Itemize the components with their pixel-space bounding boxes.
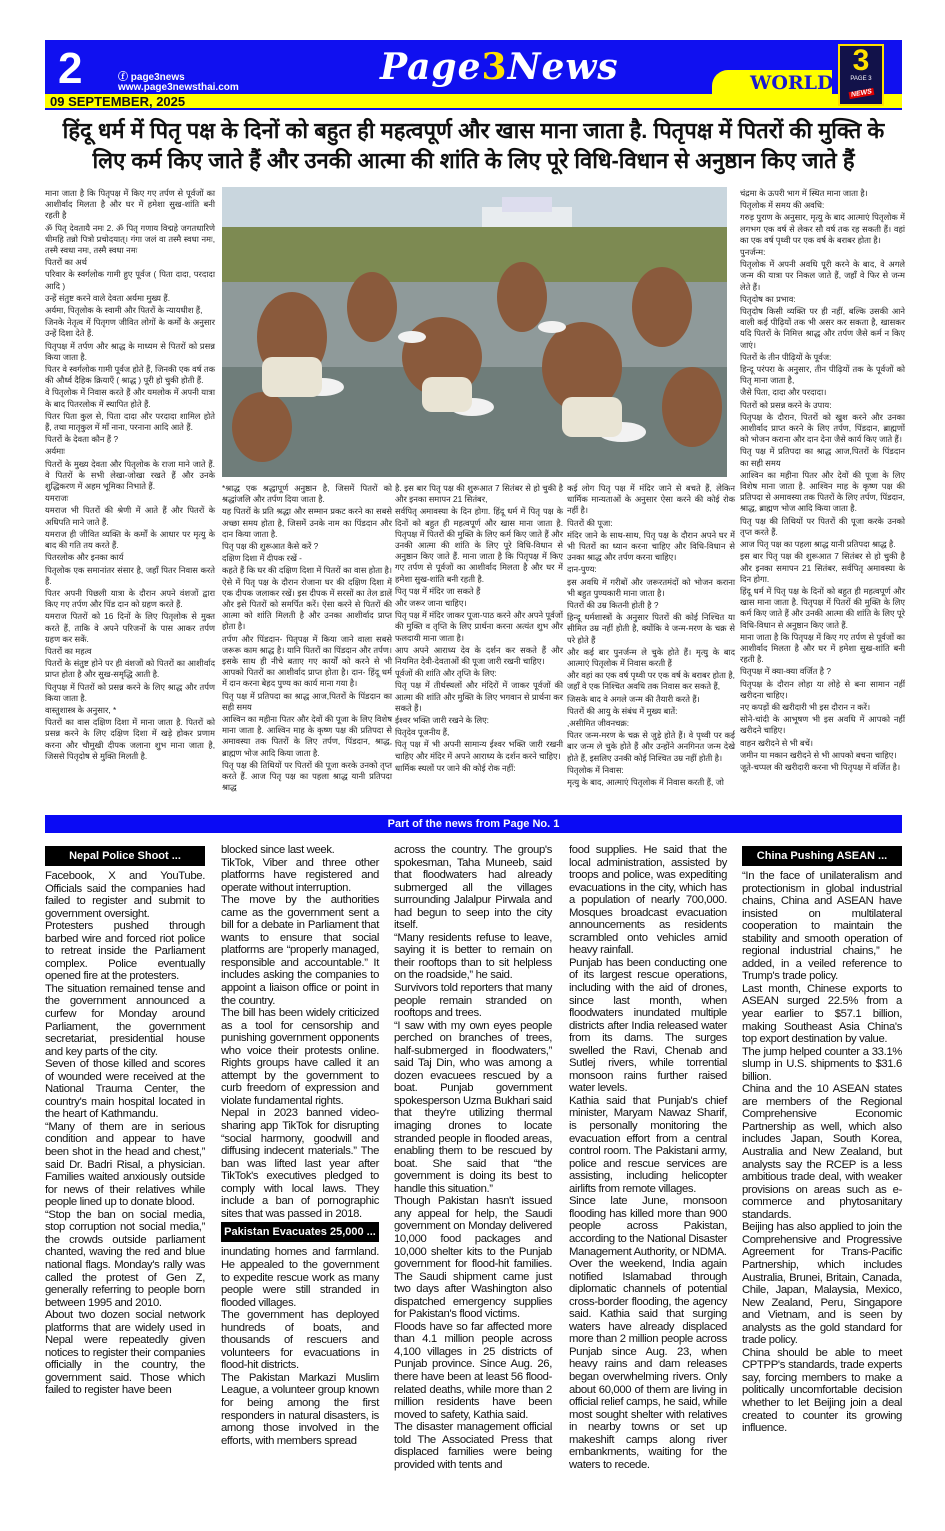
paragraph: इस बार पितृ पक्ष की शुरूआत 7 सितंबर से हो चुकी है और इनका समापन 21 सितंबर, सर्वपितृ अमावस्या के दिन होगा. — [740, 551, 905, 584]
paragraph: अर्यमा, पितृलोक के स्वामी और पितरों के न्यायधीश हैं, — [45, 305, 203, 316]
paragraph: पितरों के देवता कौन हैं ? — [45, 434, 119, 445]
paragraph: Floods have so far affected more than 4.1 million people across 4,100 villages in 25 districts of Punjab province. Since Aug. 26, there have been at least 56 flood-related deaths, while more than 2 million residents have been moved to safety, Kathia said. — [394, 1320, 552, 1421]
paragraph: पितरों की उम्र कितनी होती है ? — [567, 600, 659, 611]
paragraph: “Many residents refuse to leave, saying it is better to remain on their rooftops than to sit helpless on the roadside,” he said. — [394, 931, 552, 982]
newspaper-logo — [380, 46, 619, 88]
paragraph: और वहां का एक वर्ष पृथ्वी पर एक वर्ष के बराबर होता है, जहाँ वे एक निश्चित अवधि तक निवास कर सकते हैं, — [567, 670, 735, 692]
paragraph: पितृ पक्ष में भी अपनी सामान्य ईश्वर भक्ति जारी रखनी चाहिए और मंदिर में अपने आराध्य के दर्शन करने चाहिए। — [395, 739, 563, 761]
paragraph: *श्राद्ध एक श्रद्धापूर्ण अनुष्ठान है, जिसमें पितरों को श्रद्धांजलि और तर्पण दिया जाता है. — [222, 483, 392, 505]
paragraph: पितृलोक में अपनी अवधि पूरी करने के बाद, वे अगले जन्म की यात्रा पर निकल जाते हैं, जहाँ वे फिर से जन्म लेते हैं। — [740, 259, 905, 292]
paragraph: The bill has been widely criticized as a tool for censorship and punishing government opponents who voice their protests online. Rights groups have called it an attempt by the government to curb freedom of expression and violate fundamental rights. — [221, 1007, 379, 1107]
page3-badge-logo — [838, 44, 884, 106]
paragraph: पितर वे स्वर्गलोक गामी पूर्वज होते हैं, जिनकी एक वर्ष तक की और्ध्व दैहिक क्रियाएँ ( श्राद्ध ) पूरी हो चुकी होती हैं. — [45, 364, 215, 386]
paragraph: Survivors told reporters that many people remain stranded on rooftops and trees. — [394, 982, 552, 1020]
paragraph: पूर्वजों की शांति और तृप्ति के लिए: — [395, 668, 497, 679]
paragraph: जमीन या मकान खरीदने से भी आपको बचना चाहिए। — [740, 749, 897, 760]
website-link[interactable]: www.page3newsthai.com — [118, 82, 239, 93]
facebook-handle — [118, 68, 185, 83]
paragraph: वाहन खरीदने से भी बचें। — [740, 737, 814, 748]
page-number: 2 — [58, 44, 83, 93]
paragraph: जिसके बाद वे अगले जन्म की तैयारी करते हैं। — [567, 693, 700, 704]
paragraph: हिंदू धर्म में पितृ पक्ष के दिनों को बहुत ही महत्वपूर्ण और खास माना जाता है. पितृपक्ष में पितरों की मुक्ति के लिए कर्म किए जाते हैं और उनकी आत्मा की शांति के लिए पूरे विधि-विधान से अनुष्ठान किए जाते हैं. — [740, 585, 905, 630]
paragraph: पितृपक्ष में तर्पण और श्राद्ध के माध्यम से पितरों को प्रसन्न किया जाता है. — [45, 340, 215, 362]
paragraph: वास्तुशास्त्र के अनुसार, * — [45, 704, 117, 715]
paragraph: blocked since last week. — [221, 844, 335, 856]
paragraph: और कई बार पुनर्जन्म ले चुके होते हैं। मृत्यु के बाद आत्माएं पितृलोक में निवास करती हैं — [567, 646, 735, 669]
paragraph: पितृदेव पूजनीय हैं, — [395, 727, 450, 738]
paragraph: माना जाता है कि पितृपक्ष में किए गए तर्पण से पूर्वजों का आशीर्वाद मिलता है और घर में हमेशा सुख-शांति बनी रहती है. — [740, 631, 905, 665]
paragraph: पितरों को प्रसन्न करने के उपाय: — [740, 399, 832, 410]
section-label: WORLD — [750, 72, 834, 94]
hindi-column-1 — [45, 188, 215, 763]
paragraph: Punjab has been conducting one of its largest rescue operations, including with the aid of drones, since last month, when floodwaters inundated multiple districts after India released water from its dams. The surges swelled the Ravi, Chenab and Sutlej rivers, while torrential monsoon rains further raised water levels. — [569, 956, 727, 1095]
paragraph: China and the 10 ASEAN states are members of the Regional Comprehensive Economic Partnership as well, which also includes Japan, South Korea, Australia and New Zealand, but analysts say the RCEP is a less ambitious trade deal, with weaker provisions on areas such as e-commerce and phytosanitary standards. — [742, 1083, 902, 1221]
paragraph: पितरों की पूजा: — [567, 517, 613, 528]
nepal-story-text — [45, 870, 205, 1397]
english-column-4 — [569, 844, 727, 1471]
paragraph: पितृ पक्ष में तीर्थस्थलों और मंदिरों में जाकर पूर्वजों की आत्मा की शांति और मुक्ति के लिए भगवान से प्रार्थना कर सकते हैं। — [395, 680, 563, 713]
hindi-column-5 — [740, 188, 905, 774]
paragraph: पितृ पक्ष में प्रतिपदा का श्राद्ध आज,पितरों के पिंडदान का सही समय — [740, 446, 905, 468]
facebook-text: page3news — [130, 72, 185, 83]
paragraph: पितर पिता कुल से, पिता दादा और परदादा शामिल होते हैं, तथा मातृकुल में माँ नाना, परनाना आदि आते हैं. — [45, 410, 215, 433]
paragraph: पितृ पक्ष की शुरूआत कैसे करें ? — [222, 541, 319, 552]
paragraph: आश्विन का महीना पितर और देवों की पूजा के लिए विशेष माना जाता है. आश्विन माह के कृष्ण पक्ष की प्रतिपदा से अमावस्या तक पितरों के लिए तर्पण, पिंडदान, श्राद्ध, ब्राह्मण भोज आदि किया जाता है. — [222, 714, 392, 758]
paragraph: हिन्दू परंपरा के अनुसार, तीन पीढ़ियों तक के पूर्वजों को पितृ माना जाता है, — [740, 364, 905, 386]
issue-date: 09 SEPTEMBER, 2025 — [50, 94, 186, 109]
paragraph: सोने-चांदी के आभूषण भी इस अवधि में आपको नहीं खरीदने चाहिए। — [740, 714, 905, 736]
paragraph: पितृ पक्ष की तिथियों पर पितरों की पूजा करके उनको तृप्त करते हैं. — [740, 515, 905, 537]
paragraph: The situation remained tense and the government announced a curfew for Monday around Parliament, the government secretariat, presidential house and key parts of the city. — [45, 982, 205, 1058]
english-column-2 — [221, 844, 379, 1447]
paragraph: दक्षिण दिशा में दीपक रखें - — [222, 553, 302, 564]
paragraph: गरुड़ पुराण के अनुसार, मृत्यु के बाद आत्माएं पितृलोक में लगभग एक वर्ष से लेकर सौ वर्ष तक रह सकती हैं। वहां का एक वर्ष पृथ्वी पर एक वर्ष के बराबर होता है। — [740, 212, 905, 245]
paragraph: inundating homes and farmland. He appealed to the government to expedite rescue work as many people were still stranded in flooded villages. — [221, 1246, 379, 1309]
logo-number: 3 — [481, 46, 508, 88]
paragraph: ईश्वर भक्ति जारी रखने के लिए: — [395, 715, 489, 726]
paragraph: The disaster management official told The Associated Press that displaced families were being provided with tents and — [394, 1421, 552, 1471]
paragraph: आश्विन का महीना पितर और देवों की पूजा के लिए विशेष माना जाता है. आश्विन माह के कृष्ण पक्ष की प्रतिपदा से अमावस्या तक पितरों के लिए तर्पण, पिंडदान, श्राद्ध, ब्राह्मण भोज आदि किया जाता है. — [740, 469, 905, 514]
paragraph: है. इस बार पितृ पक्ष की शुरूआत 7 सितंबर से हो चुकी है और इनका समापन 21 सितंबर, — [395, 483, 563, 505]
paragraph: पितरों का महत्व — [45, 645, 92, 656]
paragraph: पितृ पक्ष की तिथियों पर पितरों की पूजा करके उनको तृप्त करते हैं. आज पितृ पक्ष का पहला श्राद्ध यानी प्रतिपदा श्राद्ध — [222, 759, 392, 793]
paragraph: यह पितरों के प्रति श्रद्धा और सम्मान प्रकट करने का सबसे अच्छा समय होता है, जिसमें उनके नाम का पिंडदान और दान किया जाता है. — [222, 506, 392, 539]
logo-part: Page — [380, 46, 482, 88]
paragraph: यमराजः — [45, 493, 69, 504]
paragraph: और जरूर जाना चाहिए। — [395, 598, 467, 609]
paragraph: The jump helped counter a 33.1% slump in U.S. shipments to $31.6 billion. — [742, 1045, 902, 1083]
paragraph: उन्हें संतुष्ट करने वाले देवता अर्यमा मुख्य हैं. — [45, 292, 171, 303]
paragraph: पितर अपनी पिछली यात्रा के दौरान अपने वंशजों द्वारा किए गए तर्पण और पिंड दान को ग्रहण करते हैं. — [45, 587, 215, 610]
paragraph: हिन्दू धर्मशास्त्रों के अनुसार पितरों की कोई निश्चित या सीमित उम्र नहीं होती है, क्योंकि वे जन्म-मरण के चक्र से परे होते हैं — [567, 612, 735, 645]
paragraph: यमराज ही जीवित व्यक्ति के कर्मों के आधार पर मृत्यु के बाद की गति तय करते हैं. — [45, 528, 215, 551]
paragraph: TikTok, Viber and three other platforms have registered and operate without interruption. — [221, 856, 379, 894]
paragraph: नए कपड़ों की खरीदारी भी इस दौरान न करें। — [740, 701, 871, 712]
logo-part: News — [507, 46, 619, 88]
pakistan-story-heading[interactable]: Pakistan Evacuates 25,000 ... — [221, 1222, 379, 1242]
paragraph: “I saw with my own eyes people perched on branches of trees, half-submerged in floodwaters,” said Taj Din, who was among a dozen evacuees rescued by a boat. Punjab government spokesperson Uzma Bukhari said that they're utilizing thermal imaging drones to locate stranded people in flooded areas, enabling them to be rescued by boat. She said that “the government is doing its best to handle this situation.” — [394, 1019, 552, 1195]
paragraph: पितरों के संतुष्ट होने पर ही वंशजों को पितरों का आशीर्वाद प्राप्त होता है और सुख-समृद्धि आती है. — [45, 658, 215, 680]
china-story-heading[interactable]: China Pushing ASEAN ... — [742, 846, 902, 866]
paragraph: Over the weekend, India again notified Islamabad through diplomatic channels of potential cross-border flooding, the agency said. Kathia said that surging waters have already displaced more than 2 million people across Punjab since Aug. 23, when heavy rains and dam releases began overwhelming rivers. Only about 60,000 of them are living in official relief camps, he said, while most sought shelter with relatives in nearby towns or set up makeshift camps along river embankments, waiting for the waters to recede. — [569, 1258, 727, 1471]
badge-news: NEWS — [850, 88, 872, 99]
paragraph: Kathia said that Punjab's chief minister, Maryam Nawaz Sharif, is personally monitoring the evacuation effort from a central control room. The Pakistani army, police and rescue services are assisting, including helicopter airlifts from remote villages. — [569, 1094, 727, 1195]
paragraph: पुनर्जन्म: — [740, 247, 766, 258]
paragraph: पितरों के तीन पीढ़ियों के पूर्वज: — [740, 351, 832, 362]
paragraph: सर्वपितृ अमावस्या के दिन होगा. हिंदू धर्म में पितृ पक्ष के दिनों को बहुत ही महत्वपूर्ण और खास माना जाता है. पितृपक्ष में पितरों की मुक्ति के लिए कर्म किए जाते हैं और उनकी आत्मा की शांति के लिए पूरे विधि-विधान से अनुष्ठान किए जाते हैं. माना जाता है कि पितृपक्ष में किए गए तर्पण से पूर्वजों का आशीर्वाद मिलता है और घर में हमेशा सुख-शांति बनी रहती है. — [395, 506, 563, 584]
paragraph: पितृपक्ष के दौरान, पितरों को खुश करने और उनका आशीर्वाद प्राप्त करने के लिए तर्पण, पिंडदान, ब्राह्मणों को भोजन कराना और दान देना जैसे कार्य किए जाते हैं। — [740, 411, 905, 445]
paragraph: ॐ पितृ देवतायै नमः 2. ॐ पितृ गणाय विद्महे जगतधारिणे धीमहि तन्नो पित्रो प्रचोदयात्। गंगा जलं वा तस्मै स्वधा नमः, तस्मै स्वधा नमः, तस्मै स्वधा नमः — [45, 222, 215, 256]
paragraph: पितरलोक और इनका कार्य — [45, 552, 124, 563]
paragraph: पितरों की आयु के संबंध में मुख्य बातें: — [567, 705, 678, 716]
paragraph: कहते हैं कि घर की दक्षिण दिशा में पितरों का वास होता है। ऐसे में पितृ पक्ष के दौरान रोजाना घर की दक्षिण दिशा में एक दीपक जलाकर रखें। इस दीपक में सरसों का तेल डालें और इसे पितरों को समर्पित करें। ऐसा करने से पितरों की आत्मा को शांति मिलती है और उनका आशीर्वाद प्राप्त होता है। — [222, 565, 392, 632]
paragraph: Protesters pushed through barbed wire and forced riot police to retreat inside the Parliament complex. Police eventually opened fire at the protesters. — [45, 920, 205, 983]
paragraph: आज पितृ पक्ष का पहला श्राद्ध यानी प्रतिपदा श्राद्ध है. — [740, 539, 896, 550]
paragraph: वे पितृलोक में निवास करते हैं और यमलोक में अपनी यात्रा के बाद पितरलोक में स्थापित होते हैं. — [45, 387, 215, 409]
paragraph: The government has deployed hundreds of boats, and thousands of rescuers and volunteers for evacuations in flood-hit districts. — [221, 1309, 379, 1372]
paragraph: food supplies. He said that the local administration, assisted by troops and police, was expediting evacuations in the city, which has a population of nearly 700,000. Mosques broadcast evacuation announcements as residents scrambled onto vehicles amid heavy rainfall. — [569, 844, 727, 957]
paragraph: कई लोग पितृ पक्ष में मंदिर जाने से बचते हैं, लेकिन धार्मिक मान्यताओं के अनुसार ऐसा करने की कोई रोक नहीं है। — [567, 483, 735, 516]
paragraph: पितृलोक एक समानांतर संसार है, जहाँ पितर निवास करते हैं. — [45, 564, 215, 586]
paragraph: पितृपक्ष में क्या-क्या वर्जित है ? — [740, 666, 831, 677]
paragraph: पितृलोक में निवास: — [567, 764, 624, 775]
badge-number: 3 — [852, 44, 870, 77]
paragraph: चंद्रमा के ऊपरी भाग में स्थित माना जाता है। — [740, 188, 868, 198]
paragraph: About two dozen social network platforms that are widely used in Nepal were repeatedly given notices to register their companies officially in the country, the government said. Those which failed to register have been — [45, 1309, 205, 1397]
paragraph: Nepal in 2023 banned video-sharing app TikTok for disrupting “social harmony, goodwill and diffusing indecent materials.” The ban was lifted last year after TikTok's executives pledged to comply with local laws. They include a ban of pornographic sites that was passed in 2018. — [221, 1107, 379, 1220]
hindi-column-4 — [567, 483, 735, 789]
paragraph: धार्मिक स्थलों पर जाने की कोई रोक नहीं: — [395, 762, 516, 773]
paragraph: The move by the authorities came as the government sent a bill for a debate in Parliament that wants to ensure that social platforms are “properly managed, responsible and accountable.” It includes asking the companies to appoint a liaison office or point in the country. — [221, 894, 379, 1007]
paragraph: पितरों का अर्थ — [45, 257, 87, 268]
paragraph: मंदिर जाने के साथ-साथ, पितृ पक्ष के दौरान अपने घर में भी पितरों का ध्यान करना चाहिए और विधि-विधान से उनका श्राद्ध और तर्पण करना चाहिए। — [567, 529, 735, 563]
paragraph: ,असीमित जीवनचक्र: — [567, 718, 630, 729]
paragraph: Since late June, monsoon flooding has killed more than 900 people across Pakistan, according to the National Disaster Management Authority, or NDMA. — [569, 1195, 727, 1258]
china-story-text — [742, 870, 902, 1435]
paragraph: Seven of those killed and scores of wounded were received at the National Trauma Center, the country's main hospital located in the heart of Kathmandu. — [45, 1058, 205, 1121]
hindi-column-3 — [395, 483, 563, 775]
paragraph: पितृदोष किसी व्यक्ति पर ही नहीं, बल्कि उसकी आने वाली कई पीढ़ियों तक भी असर कर सकता है, खासकर यदि पितरों के निमित्त श्राद्ध और तर्पण जैसे कर्म न किए जाएं। — [740, 306, 905, 350]
paragraph: पितर जन्म-मरण के चक्र से जुड़े होते हैं। वे पृथ्वी पर कई बार जन्म ले चुके होते हैं और उन्होंने अनगिनत जन्म देखे होते हैं, इसलिए उनकी कोई निश्चित उम्र नहीं होती है। — [567, 730, 735, 763]
main-headline: हिंदू धर्म में पितृ पक्ष के दिनों को बहुत ही महत्वपूर्ण और खास माना जाता है. पितृपक्ष में पितरों की मुक्ति के लिए कर्म किए जाते हैं और उनकी आत्मा की शांति के लिए पूरे विधि-विधान से अनुष्ठान किए जाते हैं — [62, 118, 885, 173]
paragraph: Beijing has also applied to join the Comprehensive and Progressive Agreement for Trans-Pacific Partnership, which includes Australia, Brunei, Britain, Canada, Chile, Japan, Malaysia, Mexico, New Zealand, Peru, Singapore and Vietnam, and is seen by analysts as the gold standard for trade policy. — [742, 1221, 902, 1347]
paragraph: पितृपक्ष के दौरान लोहा या लोहे से बना सामान नहीं खरीदना चाहिए। — [740, 678, 905, 700]
paragraph: पितृलोक में समय की अवधि: — [740, 200, 825, 211]
paragraph: जूते-चप्पल की खरीदारी करना भी पितृपक्ष में वर्जित है। — [740, 761, 901, 772]
pakistan-story-text — [221, 1246, 379, 1447]
paragraph: पितरों का वास दक्षिण दिशा में माना जाता है. पितरों को प्रसन्न करने के लिए दक्षिण दिशा में खड़े होकर प्रणाम करना और चौमुखी दीपक जलाना शुभ माना जाता है, जिससे पितृदोष से मुक्ति मिलती है. — [45, 717, 215, 761]
badge-text: PAGE 3 — [850, 76, 872, 82]
paragraph: मृत्यु के बाद, आत्माएं पितृलोक में निवास करती हैं, जो — [567, 777, 724, 788]
english-column-5 — [742, 844, 902, 1435]
paragraph: जैसे पिता, दादा और परदादा। — [740, 387, 827, 398]
paragraph: आप अपने आराध्य देव के दर्शन कर सकते हैं और नियमित देवी-देवताओं की पूजा जारी रखनी चाहिए। — [395, 644, 563, 667]
english-column-3 — [394, 844, 552, 1471]
nepal-story-heading[interactable]: Nepal Police Shoot ... — [45, 846, 205, 866]
paragraph: China should be able to meet CPTPP's standards, trade experts say, forcing members to make a politically uncomfortable decision whether to let Beijing join a deal created to counter its growing influence. — [742, 1346, 902, 1435]
paragraph: यमराज पितरों को 16 दिनों के लिए पितृलोक से मुक्त करते हैं, ताकि वे अपने परिजनों के पास आकर तर्पण ग्रहण कर सकें. — [45, 611, 215, 644]
paragraph: Though Pakistan hasn't issued any appeal for help, the Saudi government on Monday delivered 10,000 food packages and 10,000 shelter kits to the Punjab government for flood-hit families. The Saudi shipment came just two days after Washington also dispatched emergency supplies for Pakistan's flood victims. — [394, 1195, 552, 1321]
paragraph: परिवार के स्वर्गलोक गामी हुए पूर्वज ( पिता दादा, परदादा आदि ) — [45, 269, 215, 291]
paragraph: इस अवधि में गरीबों और जरूरतमंदों को भोजन कराना भी बहुत पुण्यकारी माना जाता है। — [567, 576, 735, 598]
nepal-story-continued — [221, 844, 379, 1220]
paragraph: Last month, Chinese exports to ASEAN surged 22.5% from a year earlier to $57.1 billion, making Southeast Asia China's top export destination by value. — [742, 982, 902, 1046]
section-bar: Part of the news from Page No. 1 — [45, 815, 902, 833]
paragraph: Facebook, X and YouTube. Officials said the companies had failed to register and submit to government oversight. — [45, 870, 205, 920]
facebook-icon: ⓕ — [118, 72, 131, 83]
paragraph: अर्यमाः — [45, 446, 65, 457]
paragraph: across the country. The group's spokesman, Taha Muneeb, said that floodwaters had already submerged all the villages surrounding Jalalpur Pirwala and had begun to seep into the city itself. — [394, 844, 552, 932]
paragraph: दान-पुण्य: — [567, 564, 597, 575]
paragraph: पितृ पक्ष में मंदिर जा सकते हैं — [395, 585, 481, 596]
paragraph: The Pakistan Markazi Muslim League, a volunteer group known for being among the first responders in natural disasters, is among those involved in the efforts, with members spread — [221, 1371, 379, 1447]
paragraph: पितरों के मुख्य देवता और पितृलोक के राजा माने जाते हैं. वे पितरों के सभी लेखा-जोखा रखते हैं और उनके शुद्धिकरण में अहम भूमिका निभाते हैं. — [45, 458, 215, 492]
paragraph: “Stop the ban on social media, stop corruption not social media,” the crowds outside parliament chanted, waving the red and blue national flags. Monday's rally was called the protest of Gen Z, generally referring to people born between 1995 and 2010. — [45, 1208, 205, 1309]
paragraph: पितृ पक्ष में प्रतिपदा का श्राद्ध आज,पितरों के पिंडदान का सही समय — [222, 690, 392, 712]
paragraph: जिनके नेतृत्व में पितृगण जीवित लोगों के कर्मों के अनुसार उन्हें दिशा देते हैं. — [45, 317, 215, 339]
english-column-1 — [45, 844, 205, 1397]
paragraph: “In the face of unilateralism and protectionism in global industrial chains, China and ASEAN have insisted on multilateral cooperation to maintain the stability and smooth operation of regional industrial chains,” he added, in a veiled reference to Trump's trade policy. — [742, 870, 902, 983]
paragraph: “Many of them are in serious condition and appear to have been shot in the head and chest,” said Dr. Badri Risal, a physician. Families waited anxiously outside for news of their relatives while people lined up to donate blood. — [45, 1120, 205, 1209]
paragraph: माना जाता है कि पितृपक्ष में किए गए तर्पण से पूर्वजों का आशीर्वाद मिलता है और घर में हमेशा सुख-शांति बनी रहती है — [45, 188, 215, 221]
hindi-column-2 — [222, 483, 392, 794]
news-photo-ritual-by-river — [222, 187, 727, 477]
paragraph: पितृदोष का प्रभाव: — [740, 293, 796, 304]
paragraph: तर्पण और पिंडदान- पितृपक्ष में किया जाने वाला सबसे जरूरू काम श्राद्ध है। यानि पितरों का पिंडदान और तर्पण। इसके साथ ही नीचे बताए गए कार्यों को करने से भी आपको पितरों का आशीर्वाद प्राप्त होता है। दान- हिंदू धर्म में दान करना बेहद पुण्य का कार्य माना गया है। — [222, 633, 392, 689]
paragraph: पितृपक्ष में पितरों को प्रसन्न करने के लिए श्राद्ध और तर्पण किया जाता है. — [45, 681, 215, 703]
paragraph: पितृ पक्ष में मंदिर जाकर पूजा-पाठ करने और अपने पूर्वजों की मुक्ति व तृप्ति के लिए प्रार्थना करना अत्यंत शुभ और फलदायी माना जाता है। — [395, 610, 563, 643]
paragraph: यमराज भी पितरों की श्रेणी में आते हैं और पितरों के अधिपति माने जाते हैं. — [45, 505, 215, 527]
